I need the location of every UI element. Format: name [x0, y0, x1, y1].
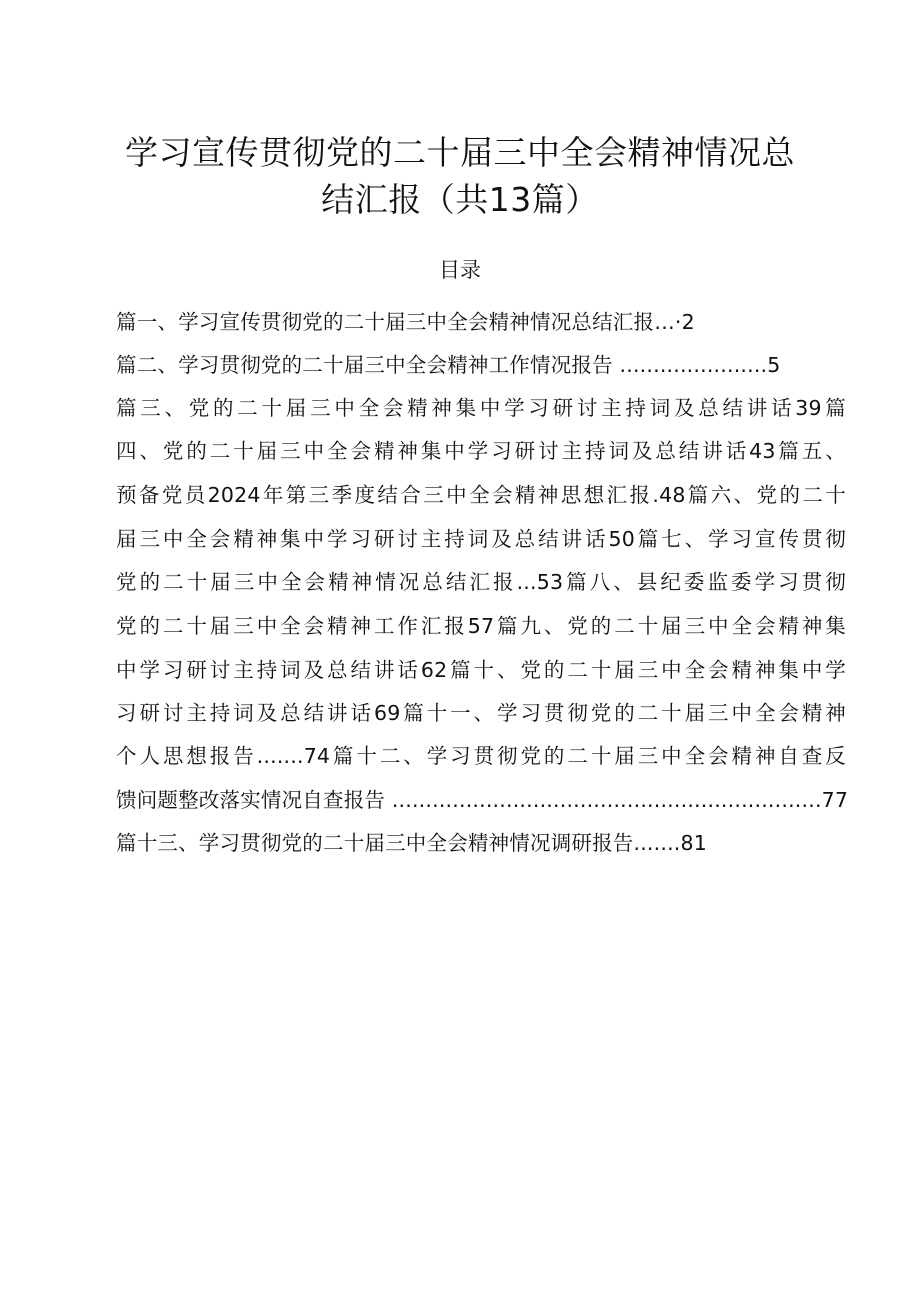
toc-line-10: 习研讨主持词及总结讲话69篇十一、学习贯彻党的二十届三中全会精神 — [116, 701, 846, 725]
toc-line-4: 四、党的二十届三中全会精神集中学习研讨主持词及总结讲话43篇五、 — [116, 439, 846, 463]
toc-line-12: 馈问题整改落实情况自查报告 ................................................................77 — [116, 788, 849, 812]
toc-line-9: 中学习研讨主持词及总结讲话62篇十、党的二十届三中全会精神集中学 — [116, 658, 846, 682]
document-title-line-1: 学习宣传贯彻党的二十届三中全会精神情况总 — [125, 133, 795, 172]
toc-heading: 目录 — [439, 258, 481, 282]
toc-line-6: 届三中全会精神集中学习研讨主持词及总结讲话50篇七、学习宣传贯彻 — [116, 527, 846, 551]
toc-line-11: 个人思想报告.......74篇十二、学习贯彻党的二十届三中全会精神自查反 — [116, 744, 846, 768]
toc-line-7: 党的二十届三中全会精神情况总结汇报...53篇八、县纪委监委学习贯彻 — [116, 570, 846, 594]
toc-line-2: 篇二、学习贯彻党的二十届三中全会精神工作情况报告 ......................5 — [116, 353, 781, 377]
toc-line-8: 党的二十届三中全会精神工作汇报57篇九、党的二十届三中全会精神集 — [116, 614, 846, 638]
toc-line-1: 篇一、学习宣传贯彻党的二十届三中全会精神情况总结汇报…·2 — [116, 310, 695, 334]
toc-line-13: 篇十三、学习贯彻党的二十届三中全会精神情况调研报告.......81 — [116, 831, 707, 855]
toc-line-5: 预备党员2024年第三季度结合三中全会精神思想汇报.48篇六、党的二十 — [116, 483, 846, 507]
toc-line-3: 篇三、党的二十届三中全会精神集中学习研讨主持词及总结讲话39篇 — [116, 396, 846, 420]
document-title-line-2: 结汇报（共13篇） — [321, 180, 599, 219]
